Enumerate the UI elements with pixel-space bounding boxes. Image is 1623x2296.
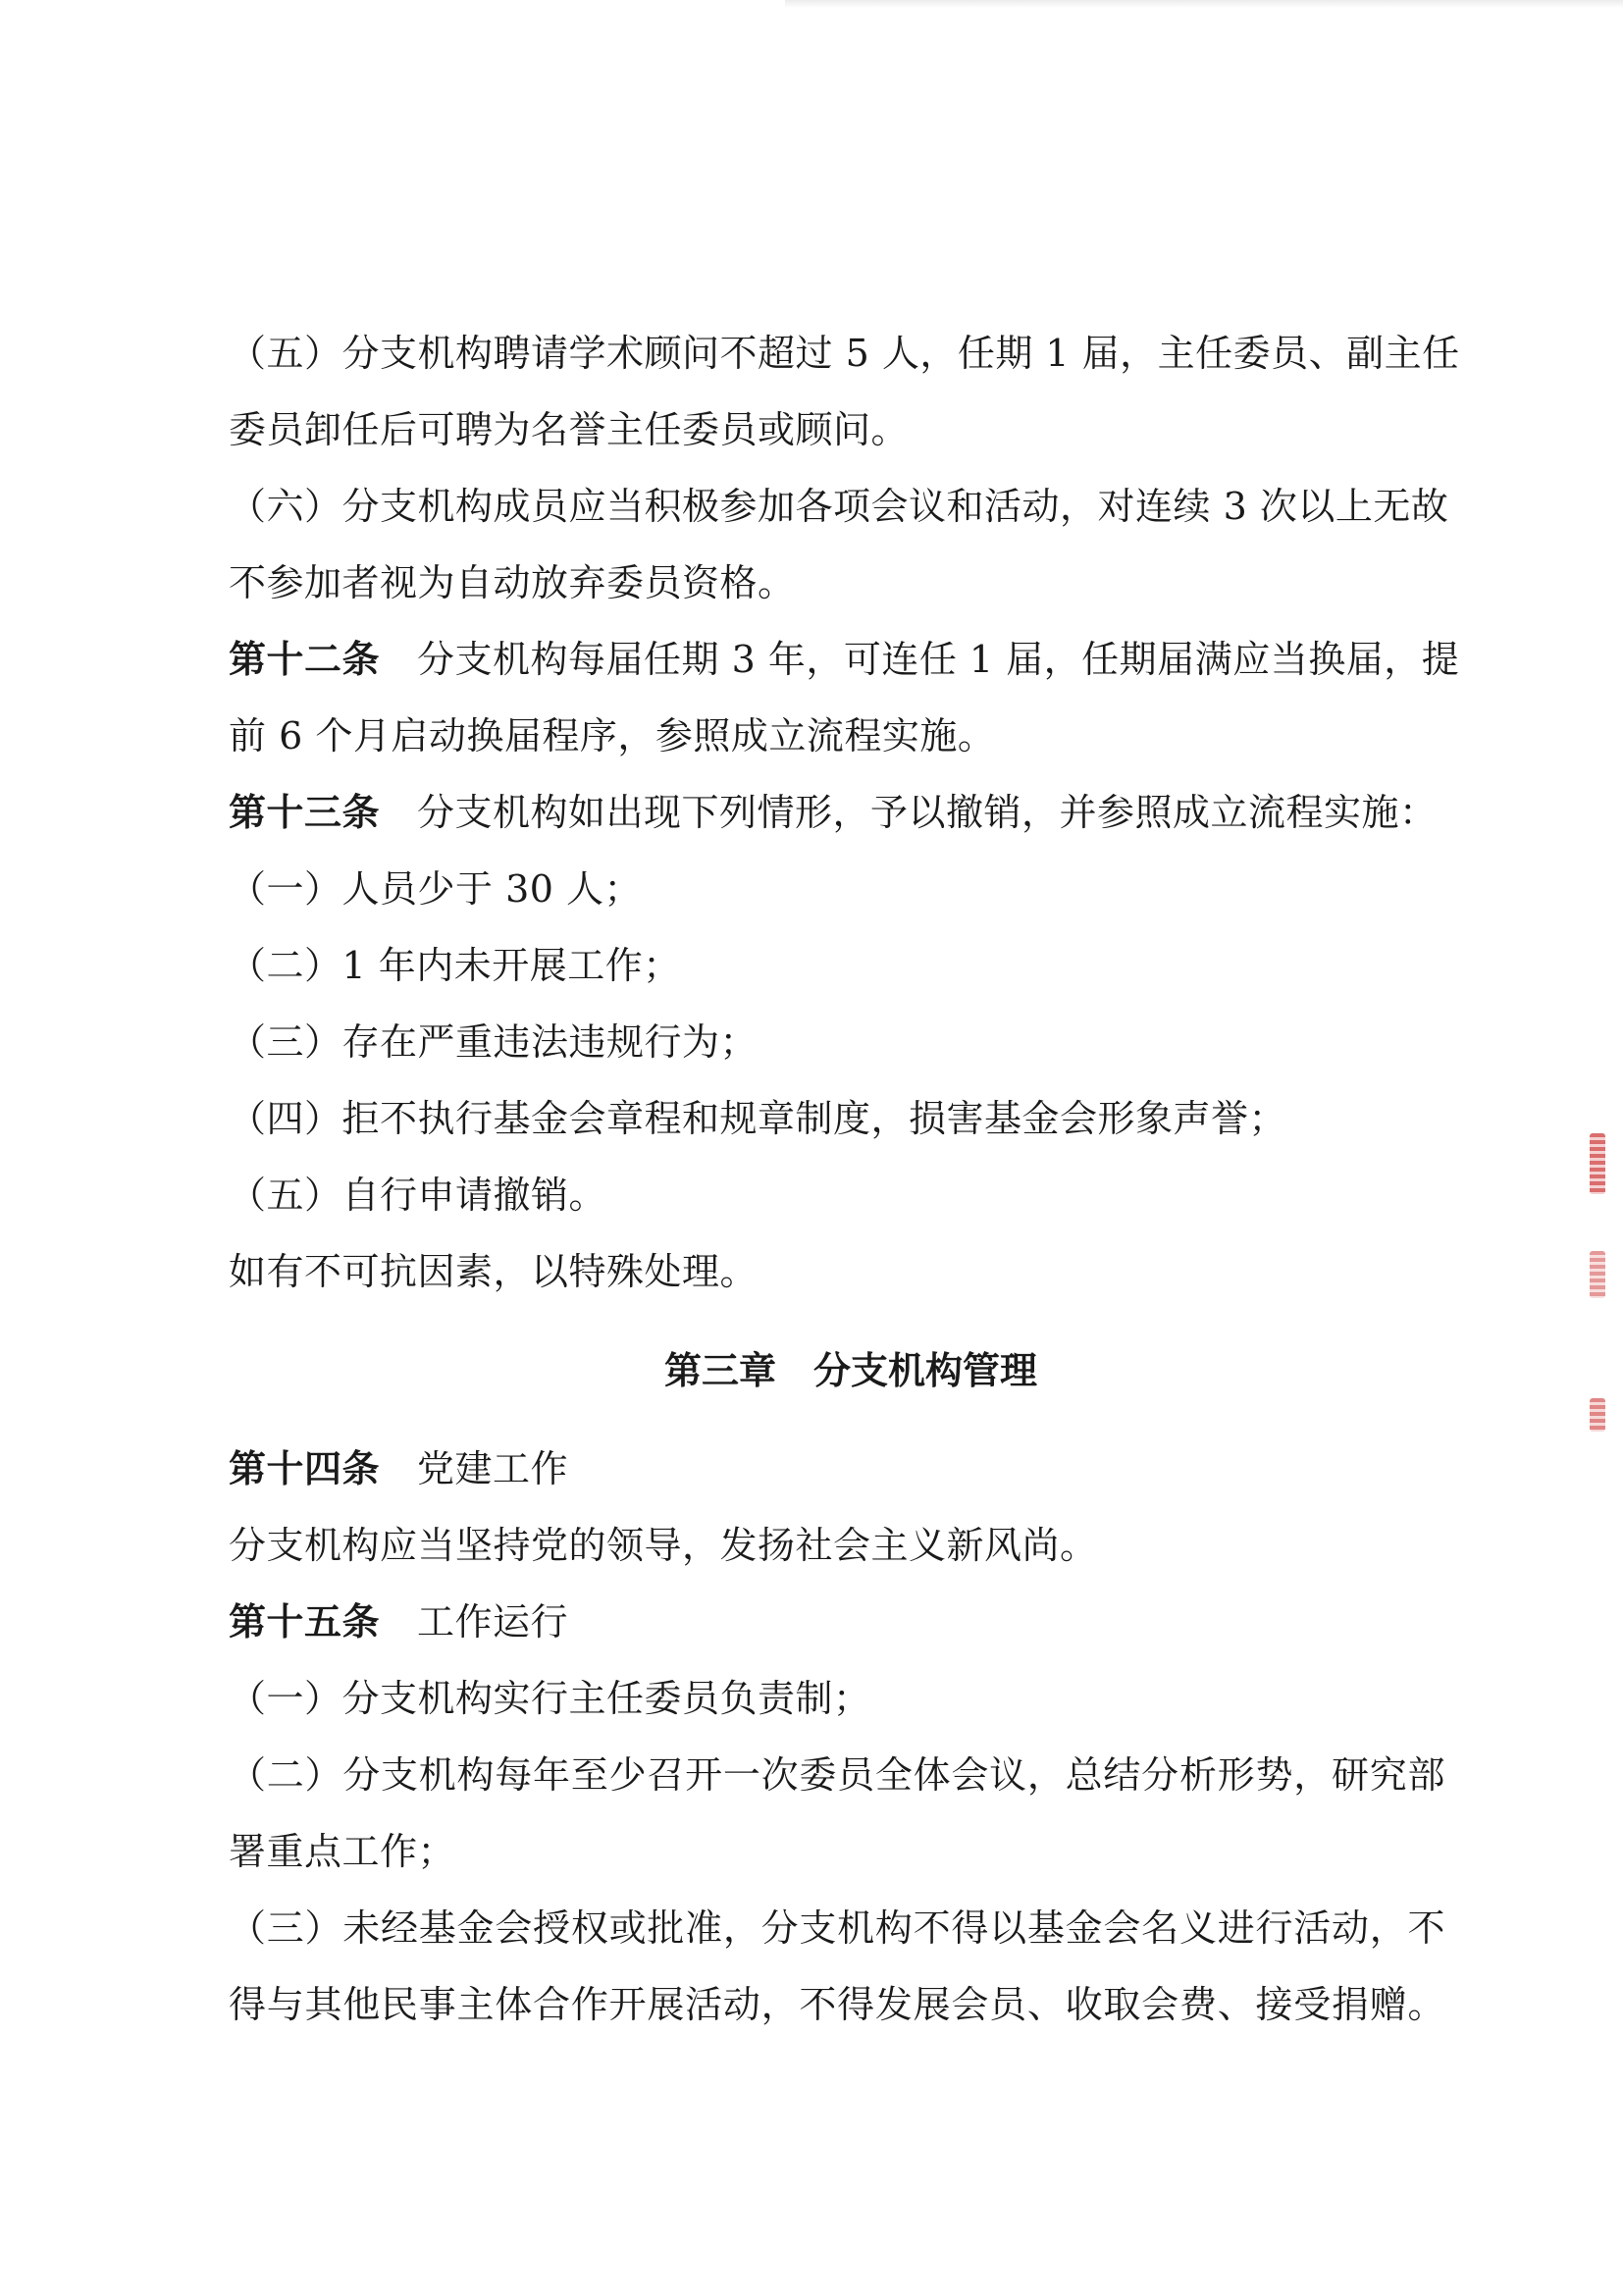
- article-15-title: 工作运行: [417, 1600, 569, 1644]
- paragraph-line: 不参加者视为自动放弃委员资格。: [229, 561, 796, 604]
- article-12-line: [229, 635, 1460, 684]
- list-item: （一）人员少于 30 人；: [229, 867, 643, 911]
- seal-fragment: [1590, 1398, 1605, 1432]
- chapter-heading: [0, 1346, 1623, 1395]
- list-item: （五）自行申请撤销。: [229, 1174, 607, 1217]
- article-15-label: 第十五条: [229, 1600, 381, 1644]
- scan-edge: [785, 0, 1623, 8]
- article-14-title: 党建工作: [417, 1447, 569, 1490]
- list-item: （四）拒不执行基金会章程和规章制度，损害基金会形象声誉；: [229, 1097, 1287, 1140]
- paragraph-line: 如有不可抗因素，以特殊处理。: [229, 1250, 759, 1293]
- article-13-label: 第十三条: [229, 791, 381, 834]
- seal-fragment: [1590, 1133, 1605, 1194]
- list-item: （一）分支机构实行主任委员负责制；: [229, 1677, 871, 1720]
- chapter-title: 分支机构管理: [813, 1349, 1038, 1392]
- paragraph-line: 委员卸任后可聘为名誉主任委员或顾问。: [229, 408, 910, 451]
- article-14-line: [229, 1444, 1445, 1493]
- list-item: （二）分支机构每年至少召开一次委员全体会议，总结分析形势，研究部: [229, 1753, 1445, 1797]
- paragraph-line: （六）分支机构成员应当积极参加各项会议和活动，对连续 3 次以上无故: [229, 485, 1449, 528]
- paragraph-line: （五）分支机构聘请学术顾问不超过 5 人，任期 1 届，主任委员、副主任: [229, 332, 1460, 375]
- article-12-label: 第十二条: [229, 638, 381, 681]
- paragraph-line: 署重点工作；: [229, 1830, 456, 1873]
- article-12-text: 分支机构每届任期 3 年，可连任 1 届，任期届满应当换届，提: [417, 638, 1460, 681]
- chapter-number: 第三章: [663, 1349, 776, 1392]
- paragraph-line: 前 6 个月启动换届程序，参照成立流程实施。: [229, 714, 996, 757]
- list-item: （三）未经基金会授权或批准，分支机构不得以基金会名义进行活动，不: [229, 1906, 1445, 1950]
- paragraph-line: 分支机构应当坚持党的领导，发扬社会主义新风尚。: [229, 1524, 1098, 1567]
- seal-fragment: [1590, 1251, 1605, 1298]
- paragraph-line: 得与其他民事主体合作开展活动，不得发展会员、收取会费、接受捐赠。: [229, 1983, 1445, 2026]
- article-13-text: 分支机构如出现下列情形，予以撤销，并参照成立流程实施：: [417, 791, 1438, 834]
- list-item: （二）1 年内未开展工作；: [229, 944, 681, 987]
- article-13-line: [229, 788, 1445, 837]
- article-15-line: [229, 1597, 1445, 1646]
- list-item: （三）存在严重违法违规行为；: [229, 1020, 759, 1064]
- article-14-label: 第十四条: [229, 1447, 381, 1490]
